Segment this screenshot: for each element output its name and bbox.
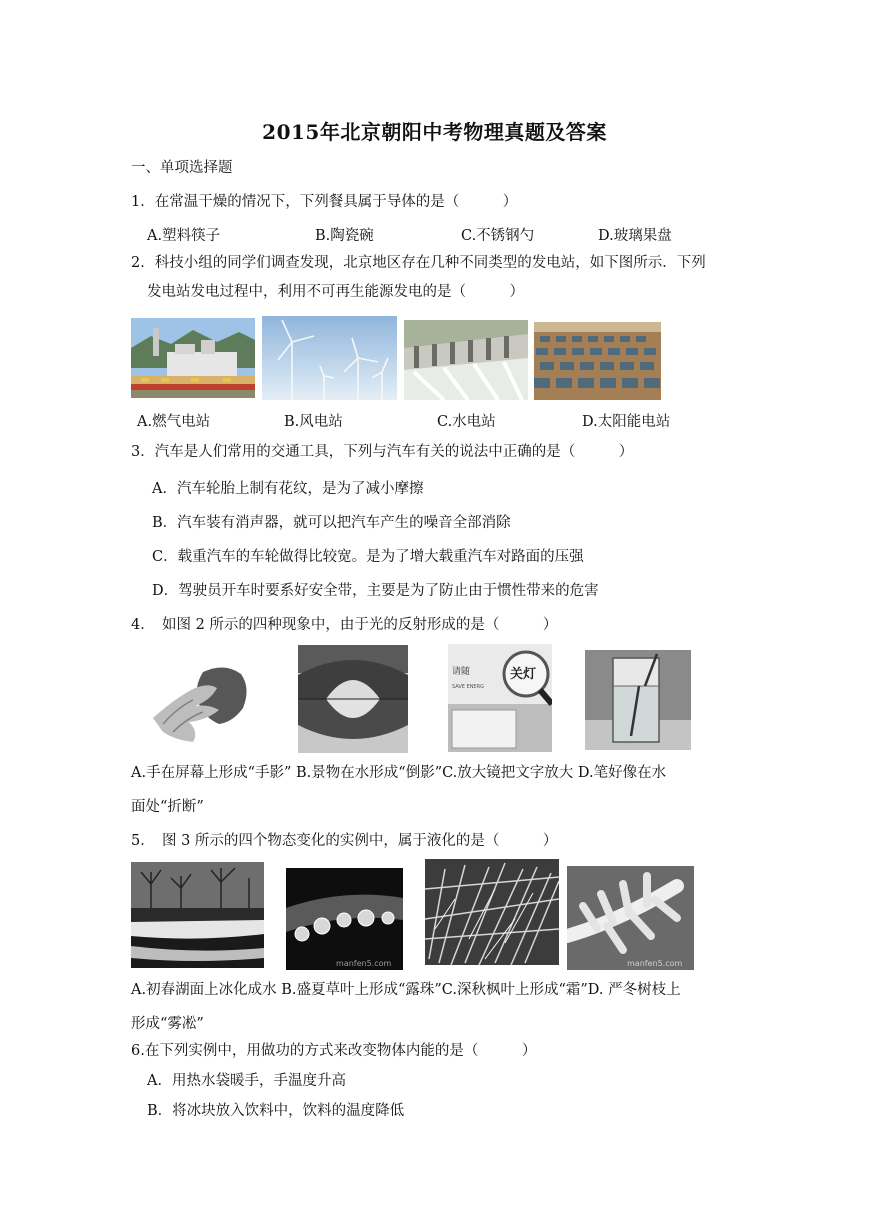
magnifier-sign-image	[448, 644, 552, 752]
question-2-stem-line-1: 2．科技小组的同学们调查发现，北京地区存在几种不同类型的发电站，如下图所示．下列	[131, 255, 706, 271]
question-3-stem: 3．汽车是人们常用的交通工具，下列与汽车有关的说法中正确的是（ ）	[131, 444, 634, 460]
question-6-option-b: B．将冰块放入饮料中，饮料的温度降低	[147, 1103, 405, 1119]
hand-shadow-image	[133, 648, 261, 752]
question-5-stem: 5． 图 3 所示的四个物态变化的实例中，属于液化的是（ ）	[131, 833, 558, 849]
sign-text: 请随	[452, 667, 471, 677]
question-1-option-d: D.玻璃果盘	[598, 228, 672, 244]
wind-farm-image	[262, 316, 397, 400]
question-4-caption-line-1: A.手在屏幕上形成“手影” B.景物在水形成“倒影”C.放大镜把文字放大 D.笔好像在水	[131, 765, 667, 781]
page-title: 2015年北京朝阳中考物理真题及答案	[262, 120, 607, 144]
magnified-sign-text: 关灯	[510, 667, 537, 682]
question-3-option-b: B．汽车装有消声器，就可以把汽车产生的噪音全部消除	[152, 515, 511, 531]
question-2-stem-line-2: 发电站发电过程中，利用不可再生能源发电的是（ ）	[147, 284, 524, 300]
question-2-caption-d: D.太阳能电站	[582, 414, 671, 430]
question-5-caption-line-2: 形成“雾凇”	[131, 1016, 204, 1032]
hydropower-dam-image	[404, 320, 528, 400]
question-2-caption-a: A.燃气电站	[137, 414, 211, 430]
question-1-option-a: A.塑料筷子	[147, 228, 221, 244]
dew-on-grass-image	[286, 868, 403, 970]
sign-subtext: SAVE ENERG	[452, 684, 484, 690]
question-3-option-c: C．载重汽车的车轮做得比较宽。是为了增大载重汽车对路面的压强	[152, 549, 584, 565]
watermark-text: manfen5.com	[627, 959, 683, 968]
watermark-text: manfen5.com	[336, 959, 392, 968]
rime-on-branch-image	[567, 866, 694, 970]
question-5-caption-line-1: A.初春湖面上冰化成水 B.盛夏草叶上形成“露珠”C.深秋枫叶上形成“霜”D. 严冬树枝上	[131, 982, 681, 998]
question-4-caption-line-2: 面处“折断”	[131, 799, 204, 815]
frost-on-leaf-image	[425, 859, 559, 965]
solar-power-station-image	[534, 322, 661, 400]
question-3-option-a: A．汽车轮胎上制有花纹，是为了减小摩擦	[152, 481, 424, 497]
section-heading: 一、单项选择题	[131, 160, 233, 176]
question-4-stem: 4． 如图 2 所示的四种现象中，由于光的反射形成的是（ ）	[131, 617, 558, 633]
question-1-stem: 1．在常温干燥的情况下，下列餐具属于导体的是（ ）	[131, 194, 518, 210]
question-6-option-a: A．用热水袋暖手，手温度升高	[147, 1073, 346, 1089]
bridge-reflection-image	[298, 645, 408, 753]
question-2-caption-c: C.水电站	[437, 414, 496, 430]
melting-ice-lake-image	[131, 862, 264, 968]
gas-power-station-image	[131, 318, 255, 398]
question-1-option-b: B.陶瓷碗	[315, 228, 374, 244]
question-3-option-d: D．驾驶员开车时要系好安全带，主要是为了防止由于惯性带来的危害	[152, 583, 599, 599]
pen-in-water-image	[585, 650, 691, 750]
question-1-option-c: C.不锈钢勺	[461, 228, 535, 244]
question-2-caption-b: B.风电站	[284, 414, 343, 430]
question-6-stem: 6.在下列实例中，用做功的方式来改变物体内能的是（ ）	[131, 1043, 537, 1059]
